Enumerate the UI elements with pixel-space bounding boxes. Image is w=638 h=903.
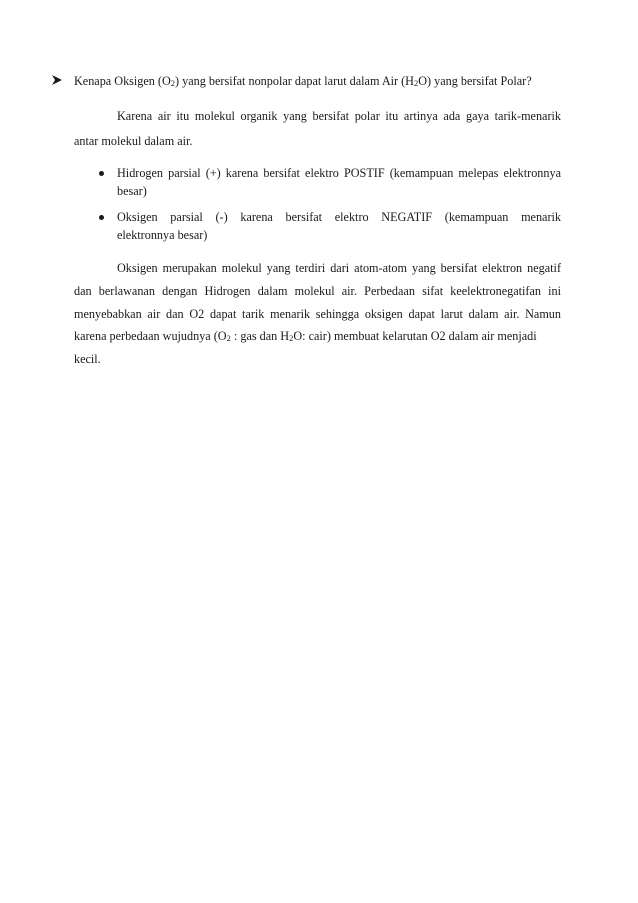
bullet-2-line-1: Oksigen parsial (-) karena bersifat elektro NEGATIF (kemampuan menarik <box>117 210 561 224</box>
question-text-c: ) yang bersifat nonpolar dapat larut dalam Air (H <box>175 74 414 88</box>
bullet-dot-1 <box>99 171 104 176</box>
arrowhead-bullet-icon <box>52 75 62 85</box>
question-line <box>74 73 560 89</box>
bullet-dot-2 <box>99 215 104 220</box>
conclusion-4-sub-o2: 2 <box>226 333 231 343</box>
conclusion-line-2: dan berlawanan dengan Hidrogen dalam molekul air. Perbedaan sifat keelektronegatifan ini <box>74 284 561 298</box>
question-sub-o2: 2 <box>170 78 176 88</box>
conclusion-4-text-c: : gas dan H <box>230 329 290 343</box>
conclusion-line-3: menyebabkan air dan O2 dapat tarik menarik sehingga oksigen dapat larut dalam air. Namun <box>74 307 561 321</box>
answer-line-2: antar molekul dalam air. <box>74 134 193 148</box>
bullet-2-line-2: elektronnya besar) <box>117 228 208 242</box>
conclusion-4-text-e: O: cair) membuat kelarutan O2 dalam air menjadi <box>293 329 537 343</box>
conclusion-line-5: kecil. <box>74 352 101 366</box>
conclusion-line-4 <box>74 328 561 344</box>
question-text-a: Kenapa Oksigen (O <box>74 74 171 88</box>
answer-line-1: Karena air itu molekul organik yang bersifat polar itu artinya ada gaya tarik-menarik <box>117 109 561 123</box>
conclusion-line-1: Oksigen merupakan molekul yang terdiri dari atom-atom yang bersifat elektron negatif <box>117 261 561 275</box>
question-text-e: O) yang bersifat Polar? <box>418 74 532 88</box>
bullet-1-line-2: besar) <box>117 184 147 198</box>
conclusion-4-sub-h2o: 2 <box>289 333 294 343</box>
question-sub-h2o: 2 <box>413 78 419 88</box>
conclusion-4-text-a: karena perbedaan wujudnya (O <box>74 329 227 343</box>
bullet-1-line-1: Hidrogen parsial (+) karena bersifat elektro POSTIF (kemampuan melepas elektronnya <box>117 166 561 180</box>
